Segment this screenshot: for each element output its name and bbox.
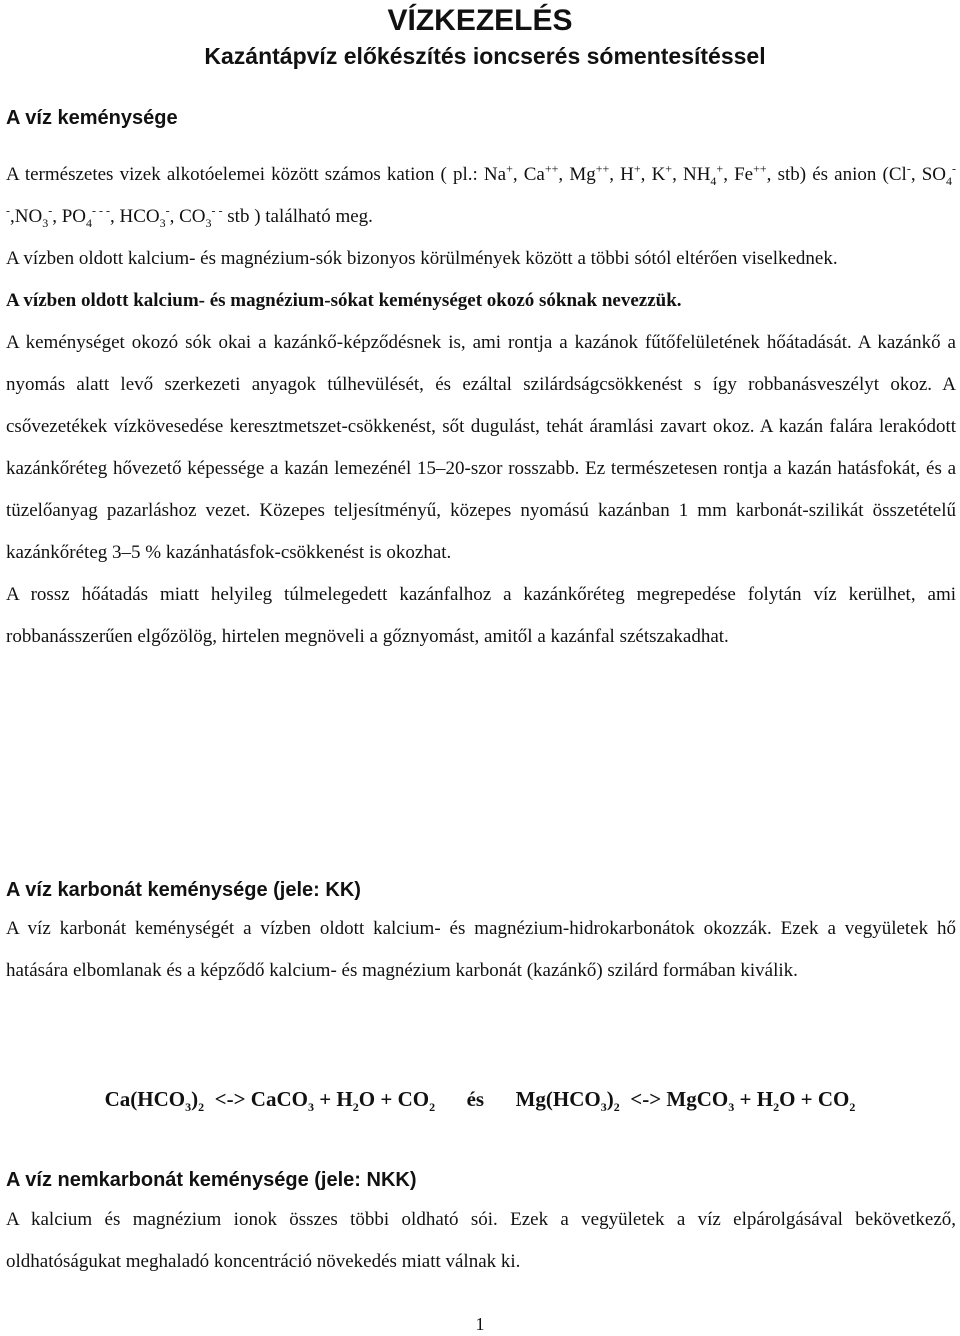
equation-left: $Ca(HCO_3)_2$ <-> CaCO$_3$ + $H_2O + CO_2$ [104, 1087, 436, 1115]
page-number: 1 [475, 1314, 485, 1334]
ca-mg-paragraph: A vízben oldott kalcium- és magnézium-sók bizonyos körülmények között a többi sótól eltérően viselkednek. [6, 248, 838, 269]
section-hardness-body [6, 154, 956, 658]
equation-connector: és [466, 1087, 485, 1111]
noncarbonate-paragraph: A kalcium és magnézium ionok összes többi oldható sói. Ezek a vegyületek a víz elpárolgásával bekövetkező, oldhatóságukat meghaladó koncentráció növekedés miatt válnak ki. [6, 1209, 956, 1272]
danger-paragraph: A rossz hőátadás miatt helyileg túlmelegedett kazánfalhoz a kazánkőréteg megrepedése folytán víz kerülhet, ami robbanásszerűen elgőzölög, hirtelen megnöveli a gőznyomást, amitől a kazánfal szétszakadhat. [6, 584, 956, 647]
bold-definition: A vízben oldott kalcium- és magnézium-sókat keménységet okozó sóknak nevezzük. [6, 290, 682, 311]
ions-end-text: stb ) található meg. [227, 206, 373, 227]
ions-lead-text: A természetes vizek alkotóelemei között számos kation ( pl.: [6, 164, 484, 185]
carbonate-paragraph: A víz karbonát keménységét a vízben oldott kalcium- és magnézium-hidrokarbonátok okozzák. Ezek a vegyületek hő hatására elbomlanak és a képződő kalcium- és magnézium karbonát (kazánkő) szilárd formában kiválik. [6, 918, 956, 981]
section-heading-carbonate: A víz karbonát keménysége (jele: KK) [6, 879, 361, 901]
cations-tail-text: stb) és anion ( [777, 164, 889, 185]
equation-right: $Mg(HCO_3)_2$ <-> MgCO$_3$ + $H_2O + CO_2$ [515, 1087, 856, 1115]
reaction-equations [0, 1085, 960, 1113]
section-heading-noncarbonate: A víz nemkarbonát keménysége (jele: NKK) [6, 1169, 417, 1191]
effects-paragraph: A keménységet okozó sók okai a kazánkő-képződésnek is, ami rontja a kazánok fűtőfelületének hőátadását. A kazánkő a nyomás alatt levő szerkezeti anyagok túlhevülését, és ezáltal szilárdságcsökkenést s így robbanásveszélyt okoz. A csővezetékek vízkövesedése keresztmetszet-csökkenést, sőt dugulást, tehát áramlási zavart okoz. A kazán falára lerakódott kazánkőréteg hővezető képessége a kazán lemezénél 15–20-szor rosszabb. Ez természetesen rontja a kazán hatásfokát, és a tüzelőanyag pazarláshoz vezet. Közepes teljesítményű, közepes nyomású kazánban 1 mm karbonát-szilikát összetételű kazánkőréteg 3–5 % kazánhatásfok-csökkenést is okozhat. [6, 332, 956, 563]
page-title: VÍZKEZELÉS [387, 4, 573, 37]
ions-paragraph: A természetes vizek alkotóelemei között számos kation ( pl.: Na+, Ca++, Mg++, H+, K+, $NH_4^+$, Fe++, stb) és anion (Cl-, $SO_4^{- -},NO_3^-$, $PO_4^{- - -}$, $HCO_3^-$, $CO_3^{- -}$ stb ) található meg. [6, 161, 957, 230]
section-heading-hardness: A víz keménysége [6, 107, 178, 129]
page-subtitle: Kazántápvíz előkészítés ioncserés sómentesítéssel [204, 43, 766, 69]
